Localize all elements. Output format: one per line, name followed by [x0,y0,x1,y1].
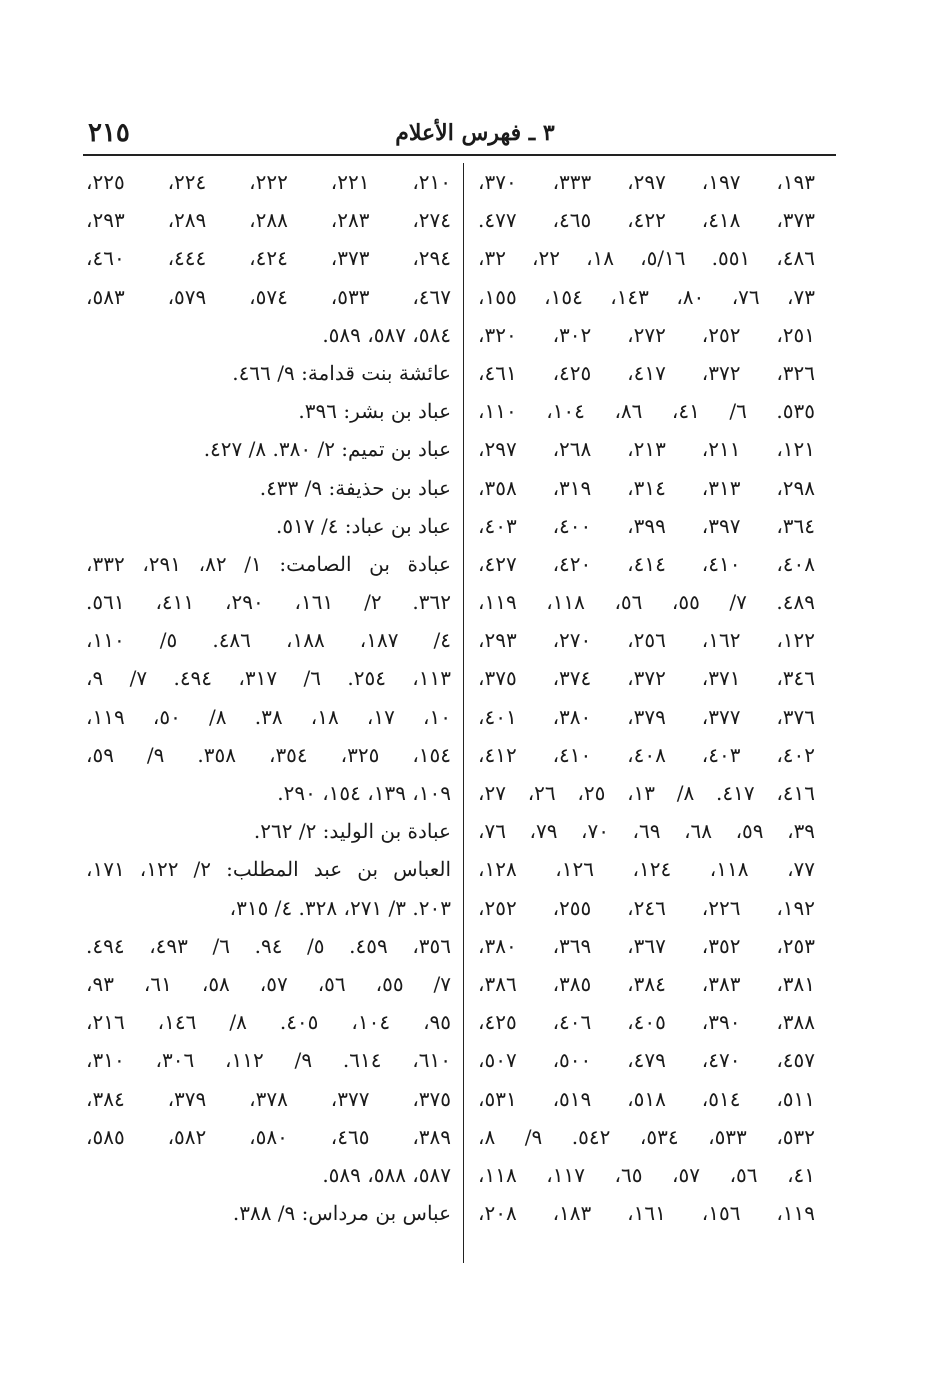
index-line: ١١٣، ٢٥٤. ٦/ ٣١٧، ٤٩٤. ٧/ ٩، [86,666,451,691]
index-line: ١٢١، ٢١١، ٢١٣، ٢٦٨، ٢٩٧، [478,437,815,462]
column-divider [463,163,464,1263]
index-line: ٣٧٦، ٣٧٧، ٣٧٩، ٣٨٠، ٤٠١، [478,704,815,729]
index-line: ٣٤٦، ٣٧١، ٣٧٢، ٣٧٤، ٣٧٥، [478,666,815,691]
index-line: ٥٨٤، ٥٨٧، ٥٨٩. [322,322,451,347]
index-line: ٤/ ١٨٧، ١٨٨، ٤٨٦. ٥/ ١١٠، [86,628,451,653]
index-line: ٣٨٨، ٣٩٠، ٤٠٥، ٤٠٦، ٤٢٥، [478,1010,815,1035]
index-line: ١٩٢، ٢٢٦، ٢٤٦، ٢٥٥، ٢٥٢، [478,895,815,920]
index-line: ٥٨٧، ٥٨٨، ٥٨٩. [322,1162,451,1187]
index-line: عباد بن عباد: ٤/ ٥١٧. [276,513,451,538]
index-line: ١١٩، ١٥٦، ١٦١، ١٨٣، ٢٠٨، [478,1201,815,1226]
index-line: ٤٠٢، ٤٠٣، ٤٠٨، ٤١٠، ٤١٢، [478,742,815,767]
page-number: ٢١٥ [88,118,130,148]
index-line: ١٥٤، ٣٢٥، ٣٥٤، ٣٥٨. ٩/ ٥٩، [86,742,451,767]
index-line: ٢١٠، ٢٢١، ٢٢٢، ٢٢٤، ٢٢٥، [86,170,451,194]
index-line: عباس بن مرداس: ٩/ ٣٨٨. [232,1201,451,1226]
index-line: ٧/ ٥٥، ٥٦، ٥٧، ٥٨، ٦١، ٩٣، [86,971,451,996]
index-line: ٦١٠، ٦١٤. ٩/ ١١٢، ٣٠٦، ٣١٠، [86,1048,451,1073]
index-line: ٧٣، ٧٦، ٨٠، ١٤٣، ١٥٤، ١٥٥، [478,284,815,309]
index-line: ١٠، ١٧، ١٨، ٣٨. ٨/ ٥٠، ١١٩، [86,704,451,729]
index-line: ٤١٦، ٤١٧. ٨/ ١٣، ٢٥، ٢٦، ٢٧، [478,781,815,805]
index-line: ٤٨٦، ٥٥١. ٥/١٦، ١٨، ٢٢، ٣٢، [478,246,815,271]
index-line: ١٠٩، ١٣٩، ١٥٤، ٢٩٠. [277,781,451,805]
index-line: ٣٨١، ٣٨٣، ٣٨٤، ٣٨٥، ٣٨٦، [478,971,815,996]
index-line: ٣٧٣، ٤١٨، ٤٢٢، ٤٦٥، ٤٧٧. [478,208,815,233]
index-line: ٤٦٧، ٥٣٣، ٥٧٤، ٥٧٩، ٥٨٣، [86,284,451,309]
index-column-right [478,163,815,1232]
index-line: ٧٧، ١١٨، ١٢٤، ١٢٦، ١٢٨، [478,857,815,882]
index-line: عبادة بن الوليد: ٢/ ٢٦٢. [253,819,451,844]
index-line: ٤٥٧، ٤٧٠، ٤٧٩، ٥٠٠، ٥٠٧، [478,1048,815,1073]
index-line: ٣٥٦، ٤٥٩. ٥/ ٩٤. ٦/ ٤٩٣، ٤٩٤. [86,933,451,958]
header-rule [83,154,836,156]
index-line: ٥١١، ٥١٤، ٥١٨، ٥١٩، ٥٣١، [478,1086,815,1111]
index-line: عبادة بن الصامت: ١/ ٨٢، ٢٩١، ٣٣٢، [86,551,451,576]
index-line: عباد بن تميم: ٢/ ٣٨٠. ٨/ ٤٢٧. [203,437,451,462]
index-line: ٣٧٥، ٣٧٧، ٣٧٨، ٣٧٩، ٣٨٤، [86,1086,451,1111]
index-line: ٥٣٢، ٥٣٣، ٥٣٤، ٥٤٢. ٩/ ٨، [478,1124,815,1149]
index-line: ٢٩٨، ٣١٣، ٣١٤، ٣١٩، ٣٥٨، [478,475,815,500]
index-line: ٩٥، ١٠٤، ٤٠٥. ٨/ ١٤٦، ٢١٦، [86,1010,451,1035]
index-column-left [86,163,451,1232]
index-line: العباس بن عبد المطلب: ٢/ ١٢٢، ١٧١، [86,857,451,882]
index-line: ٢٩٤، ٣٧٣، ٤٢٤، ٤٤٤، ٤٦٠، [86,246,451,271]
index-line: ١٩٣، ١٩٧، ٢٩٧، ٣٣٣، ٣٧٠، [478,170,815,194]
index-line: ٢٥١، ٢٥٢، ٢٧٢، ٣٠٢، ٣٢٠، [478,322,815,347]
index-line: ٣٩، ٥٩، ٦٨، ٦٩، ٧٠، ٧٩، ٧٦، [478,819,815,844]
index-line: ٤١، ٥٦، ٥٧، ٦٥، ١١٧، ١١٨، [478,1162,815,1187]
index-line: ١٢٢، ١٦٢، ٢٥٦، ٢٧٠، ٢٩٣، [478,628,815,653]
index-line: عباد بن بشر: ٣٩٦. [298,399,451,424]
index-line: ٥٣٥. ٦/ ٤١، ٨٦، ١٠٤، ١١٠، [478,399,815,424]
index-line: ٢٥٣، ٣٥٢، ٣٦٧، ٣٦٩، ٣٨٠، [478,933,815,958]
index-line: ٣٦٤، ٣٩٧، ٣٩٩، ٤٠٠، ٤٠٣، [478,513,815,538]
page-title: ٣ ـ فهرس الأعلام [395,120,555,146]
index-line: ٢٠٣. ٣/ ٢٧١، ٣٢٨. ٤/ ٣١٥، [229,895,451,920]
index-line: عباد بن حذيفة: ٩/ ٤٣٣. [259,475,451,500]
index-line: ٣٦٢. ٢/ ١٦١، ٢٩٠، ٤١١، ٥٦١. [86,590,451,615]
index-line: ٣٢٦، ٣٧٢، ٤١٧، ٤٢٥، ٤٦١، [478,360,815,385]
index-line: ٤٨٩. ٧/ ٥٥، ٥٦، ١١٨، ١١٩، [478,590,815,615]
index-line: ٤٠٨، ٤١٠، ٤١٤، ٤٢٠، ٤٢٧، [478,551,815,576]
index-line: ٢٧٤، ٢٨٣، ٢٨٨، ٢٨٩، ٢٩٣، [86,208,451,233]
index-line: ٣٨٩، ٤٦٥، ٥٨٠، ٥٨٢، ٥٨٥، [86,1124,451,1149]
index-line: عائشة بنت قدامة: ٩/ ٤٦٦. [232,360,451,385]
